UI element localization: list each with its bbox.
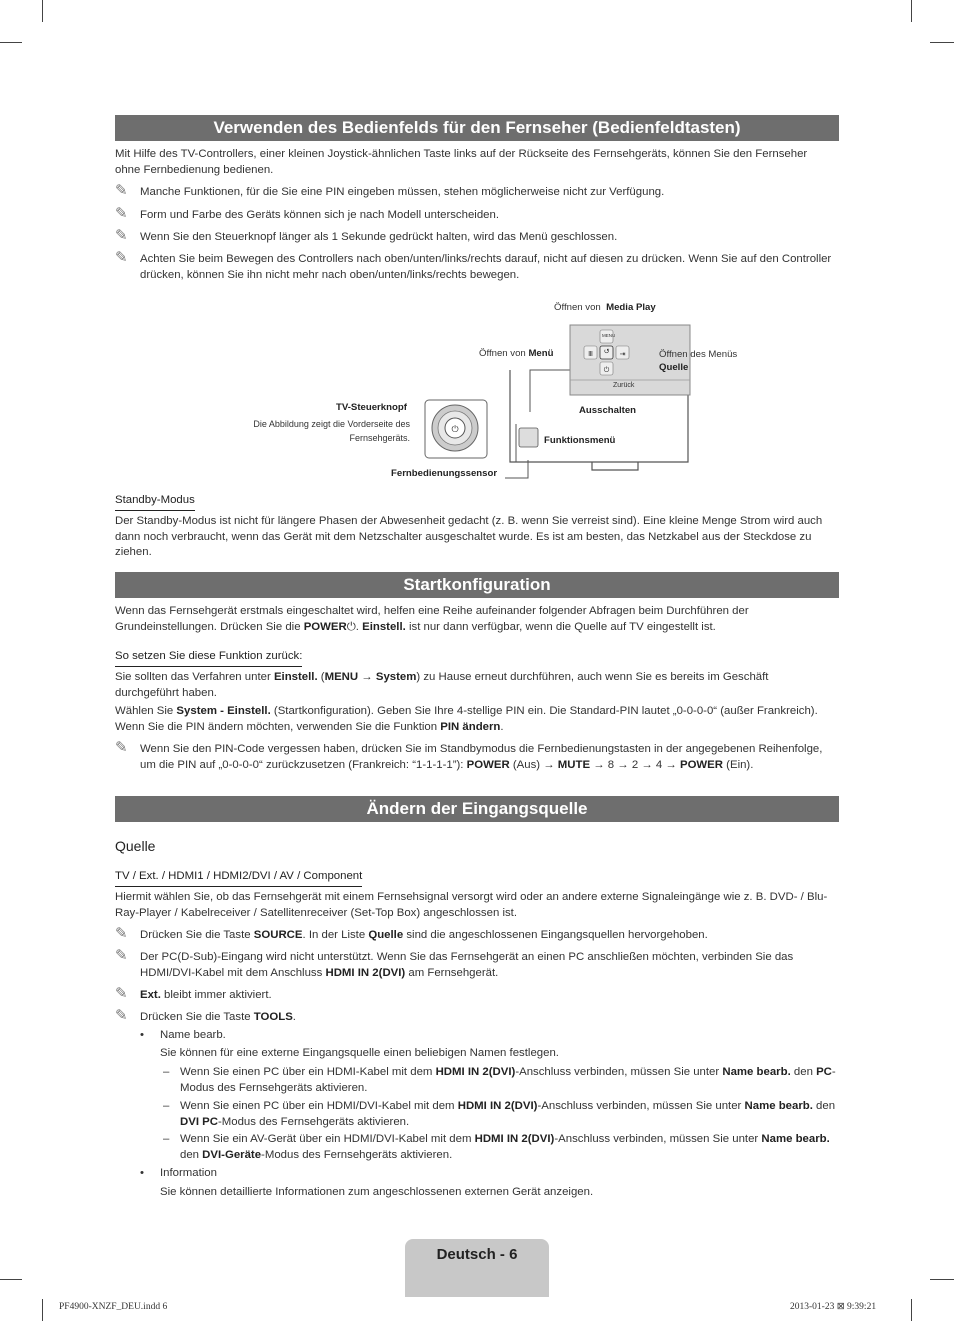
bullet-icon: • xyxy=(140,1167,144,1179)
label-open-media-play: Öffnen von Media Play xyxy=(554,302,656,313)
page-number-tab: Deutsch - 6 xyxy=(405,1239,549,1297)
pencil-note-icon: ✎ xyxy=(115,1007,128,1024)
bullet-icon: • xyxy=(140,1029,144,1041)
label-power-off: Ausschalten xyxy=(579,405,637,416)
svg-text:⏻: ⏻ xyxy=(603,366,610,374)
print-date: 2013-01-23 ⊠ 9:39:21 xyxy=(790,1302,877,1312)
note: ✎ Form und Farbe des Geräts können sich je nach Modell unterscheiden. xyxy=(115,205,499,222)
dash-item: – Wenn Sie einen PC über ein HDMI-Kabel mit dem HDMI IN 2(DVI)-Anschluss verbinden, müssen Sie unter Name bearb. den PC-Modus des Fernsehgeräts aktivieren. xyxy=(163,1066,836,1094)
dash-item: – Wenn Sie ein AV-Gerät über ein HDMI/DVI-Kabel mit dem HDMI IN 2(DVI)-Anschluss verbinden, müssen Sie unter Name bearb. den DVI-Geräte-Modus des Fernsehgeräts aktivieren. xyxy=(163,1133,830,1161)
reset-paragraph-1: Sie sollten das Verfahren unter Einstell. (MENU → System) zu Hause erneut durchführen, auch wenn Sie es bereits im Geschäft durchgeführt haben. xyxy=(115,671,769,699)
reset-paragraph-2: Wählen Sie System - Einstell. (Startkonfiguration). Geben Sie Ihre 4-stellige PIN ein. Die Standard-PIN lautet „0-0-0-0“ (außer Frankreich). Wenn Sie die PIN ändern möchten, verwenden Sie die Funktion PIN ändern. xyxy=(115,705,818,733)
quelle-heading: Quelle xyxy=(115,838,156,854)
intro-text: Mit Hilfe des TV-Controllers, einer kleinen Joystick-ähnlichen Taste links auf der Rückseite des Fernsehgeräts, können Sie den Fernseher ohne Fernbedienung bedienen. xyxy=(115,148,808,176)
pencil-note-icon: ✎ xyxy=(115,739,128,756)
note: ✎ Der PC(D-Sub)-Eingang wird nicht unterstützt. Wenn Sie das Fernsehgerät an einen PC anschließen möchten, verbinden Sie das HDMI/DVI-Kabel mit dem Anschluss HDMI IN 2(DVI) am Fernsehgerät. xyxy=(115,947,794,979)
crop-mark xyxy=(911,1299,912,1321)
tv-controller-diagram xyxy=(420,320,700,482)
note: ✎ Manche Funktionen, für die Sie eine PIN eingeben müssen, stehen möglicherweise nicht zur Verfügung. xyxy=(115,182,665,199)
svg-text:⏻: ⏻ xyxy=(451,425,459,435)
pencil-note-icon: ✎ xyxy=(115,947,128,964)
label-tv-knob: TV-Steuerknopf xyxy=(336,402,407,413)
label-open-source: Öffnen des Menüs Quelle xyxy=(659,349,738,373)
sources-heading: TV / Ext. / HDMI1 / HDMI2/DVI / AV / Component xyxy=(115,869,362,887)
svg-text:Ⅲ: Ⅲ xyxy=(588,350,593,358)
crop-mark xyxy=(0,1279,22,1280)
bullet-name-bearb: • Name bearb. xyxy=(140,1028,830,1044)
power-icon: ⏻ xyxy=(346,620,356,633)
note: ✎ Achten Sie beim Bewegen des Controllers nach oben/unten/links/rechts darauf, nicht auf diesen zu drücken. Wenn Sie auf den Controller drücken, können Sie ihn nicht mehr nach oben/unten/links/rechts bewegen. xyxy=(115,249,832,281)
label-tv-knob-desc: Die Abbildung zeigt die Vorderseite des Fernsehgeräts. xyxy=(253,419,410,443)
dash-item: – Wenn Sie einen PC über ein HDMI/DVI-Kabel mit dem HDMI IN 2(DVI)-Anschluss verbinden, müssen Sie unter Name bearb. den DVI PC-Modus des Fernsehgeräts aktivieren. xyxy=(163,1100,836,1128)
pencil-note-icon: ✎ xyxy=(115,227,128,244)
file-name: PF4900-XNZF_DEU.indd 6 xyxy=(59,1302,168,1312)
label-open-menu: Öffnen von Menü xyxy=(479,348,554,359)
crop-mark xyxy=(930,42,954,43)
pencil-note-icon: ✎ xyxy=(115,182,128,199)
note: ✎ Drücken Sie die Taste SOURCE. In der Liste Quelle sind die angeschlossenen Eingangsquellen hervorgehoben. xyxy=(115,925,708,942)
crop-mark xyxy=(930,1279,954,1280)
pencil-note-icon: ✎ xyxy=(115,925,128,942)
note: ✎ Drücken Sie die Taste TOOLS. xyxy=(115,1007,296,1024)
bullet-information-text: Sie können detaillierte Informationen zum angeschlossenen externen Gerät anzeigen. xyxy=(160,1186,594,1198)
label-zuruck: Zurück xyxy=(613,382,635,389)
section-title-startkonfiguration: Startkonfiguration xyxy=(115,572,839,598)
crop-mark xyxy=(42,0,43,22)
note: ✎ Wenn Sie den PIN-Code vergessen haben, drücken Sie im Standbymodus die Fernbedienungstasten in der angegebenen Reihenfolge, um die PIN auf „0-0-0-0“ zurückzusetzen (Frankreich: “1-1-1-1”): POWER (Aus) → MUTE → 8 → 2 → 4 → POWER (Ein). xyxy=(115,739,823,771)
pencil-note-icon: ✎ xyxy=(115,205,128,222)
bullet-name-bearb-text: Sie können für eine externe Eingangsquelle einen beliebigen Namen festlegen. xyxy=(160,1047,559,1059)
standby-heading: Standby-Modus xyxy=(115,493,195,511)
pencil-note-icon: ✎ xyxy=(115,249,128,266)
crop-mark xyxy=(911,0,912,22)
label-remote-sensor: Fernbedienungssensor xyxy=(391,468,498,479)
svg-text:⇥: ⇥ xyxy=(619,350,626,358)
section-title-eingangsquelle: Ändern der Eingangsquelle xyxy=(115,796,839,822)
sources-paragraph: Hiermit wählen Sie, ob das Fernsehgerät mit einem Fernsehsignal versorgt wird oder an andere externe Signaleingänge wie z. B. DVD- / Blu-Ray-Player / Kabelreceiver / Satellitenreceiver (Set-Top Box) angeschlossen ist. xyxy=(115,891,828,919)
reset-heading: So setzen Sie diese Funktion zurück: xyxy=(115,649,302,667)
svg-text:↺: ↺ xyxy=(603,347,610,356)
crop-mark xyxy=(0,42,22,43)
section-title-bedienfeld: Verwenden des Bedienfelds für den Fernseher (Bedienfeldtasten) xyxy=(115,115,839,141)
pencil-note-icon: ✎ xyxy=(115,985,128,1002)
label-menu-small: MENU xyxy=(602,333,616,338)
crop-mark xyxy=(42,1299,43,1321)
note: ✎ Ext. bleibt immer aktiviert. xyxy=(115,985,272,1002)
bullet-information: • Information xyxy=(140,1166,830,1182)
standby-text: Der Standby-Modus ist nicht für längere Phasen der Abwesenheit gedacht (z. B. wenn Sie verreist sind). Eine kleine Menge Strom wird auch dann noch verbraucht, wenn das Gerät mit dem Netzschalter ausgeschaltet wurde. Es ist am besten, das Netzkabel aus der Steckdose zu ziehen. xyxy=(115,515,823,558)
note: ✎ Wenn Sie den Steuerknopf länger als 1 Sekunde gedrückt halten, wird das Menü geschlossen. xyxy=(115,227,618,244)
start-paragraph: Wenn das Fernsehgerät erstmals eingeschaltet wird, helfen eine Reihe aufeinander folgender Abfragen beim Durchführen der Grundeinstellungen. Drücken Sie die POWER⏻. Einstell. ist nur dann verfügbar, wenn die Quelle auf TV eingestellt ist. xyxy=(115,605,749,633)
label-function-menu: Funktionsmenü xyxy=(544,435,616,446)
